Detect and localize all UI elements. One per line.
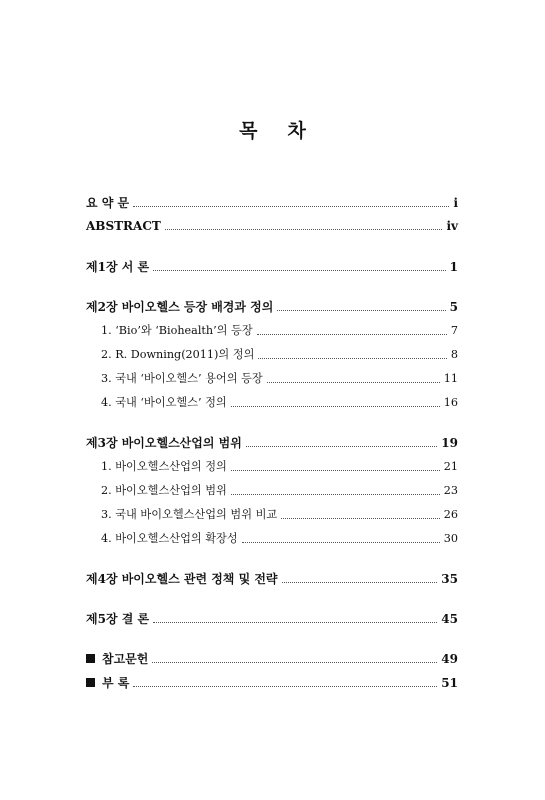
toc-entry-page: 35	[441, 572, 458, 586]
black-square-bullet-icon	[86, 654, 95, 663]
toc-entry-page: 19	[441, 436, 458, 450]
toc-entry-abstract[interactable]	[86, 214, 458, 234]
toc-entry-page: 30	[443, 532, 458, 545]
dot-leader	[153, 270, 446, 271]
dot-leader	[153, 622, 437, 623]
toc-entry-label: 3. 국내 ‘바이오헬스’ 용어의 등장	[101, 372, 263, 385]
dot-leader	[133, 686, 437, 687]
toc-entry-page: 23	[443, 484, 458, 497]
toc-entry-label: ABSTRACT	[86, 219, 161, 233]
toc-entry-label: 1. 바이오헬스산업의 정의	[101, 460, 227, 473]
dot-leader	[257, 334, 447, 335]
toc-entry-3-3[interactable]	[101, 503, 458, 523]
dot-leader	[281, 518, 440, 519]
toc-entry-3-1[interactable]	[101, 455, 458, 475]
toc-entry-label: 4. 국내 ‘바이오헬스’ 정의	[101, 396, 227, 409]
dot-leader	[133, 206, 449, 207]
toc-entry-chapter-2[interactable]	[86, 295, 458, 315]
toc-entry-page: 26	[443, 508, 458, 521]
dot-leader	[165, 229, 443, 230]
toc-entry-label-wrap	[86, 651, 148, 667]
toc-entry-page: 49	[441, 652, 458, 666]
black-square-bullet-icon	[86, 678, 95, 687]
title-left-char: 목	[239, 120, 258, 142]
toc-entry-references[interactable]	[86, 647, 458, 667]
toc-entry-label-wrap	[86, 675, 129, 691]
dot-leader	[246, 446, 437, 447]
dot-leader	[267, 382, 440, 383]
toc-entry-2-4[interactable]	[101, 391, 458, 411]
toc-entry-label: 참고문헌	[102, 652, 149, 666]
dot-leader	[231, 470, 440, 471]
toc-entry-label: 2. 바이오헬스산업의 범위	[101, 484, 227, 497]
toc-entry-summary[interactable]	[86, 191, 458, 211]
toc-entry-2-1[interactable]	[101, 319, 458, 339]
toc-entry-page: iv	[446, 219, 458, 233]
dot-leader	[231, 406, 440, 407]
toc-entry-label: 요 약 문	[86, 196, 130, 210]
dot-leader	[277, 310, 445, 311]
toc-entry-chapter-1[interactable]	[86, 255, 458, 275]
toc-entry-page: 7	[450, 324, 458, 337]
toc-entry-chapter-3[interactable]	[86, 431, 458, 451]
dot-leader	[231, 494, 440, 495]
toc-entry-label: 부 록	[102, 676, 130, 690]
dot-leader	[242, 542, 440, 543]
toc-entry-label: 3. 국내 바이오헬스산업의 범위 비교	[101, 508, 278, 521]
toc-entry-label: 1. ‘Bio’와 ‘Biohealth’의 등장	[101, 324, 253, 337]
toc-entry-label: 제1장 서 론	[86, 260, 150, 274]
toc-entry-page: 21	[443, 460, 458, 473]
toc-entry-page: 8	[450, 348, 458, 361]
toc-entry-chapter-4[interactable]	[86, 567, 458, 587]
toc-entry-3-2[interactable]	[101, 479, 458, 499]
toc-entry-label: 4. 바이오헬스산업의 확장성	[101, 532, 238, 545]
dot-leader	[282, 582, 438, 583]
toc-entry-page: i	[453, 196, 458, 210]
toc-entry-2-2[interactable]	[101, 343, 458, 363]
toc-entry-label: 제5장 결 론	[86, 612, 150, 626]
toc-entry-appendix[interactable]	[86, 671, 458, 691]
toc-entry-page: 11	[443, 372, 458, 385]
toc-entry-label: 제3장 바이오헬스산업의 범위	[86, 436, 242, 450]
toc-entry-label: 제2장 바이오헬스 등장 배경과 정의	[86, 300, 274, 314]
toc-entry-2-3[interactable]	[101, 367, 458, 387]
dot-leader	[152, 662, 437, 663]
toc-entry-page: 16	[443, 396, 458, 409]
toc-entry-label: 제4장 바이오헬스 관련 정책 및 전략	[86, 572, 278, 586]
dot-leader	[258, 358, 446, 359]
toc-entry-page: 45	[441, 612, 458, 626]
toc-entry-page: 5	[449, 300, 458, 314]
title-right-char: 차	[287, 120, 306, 142]
toc-entry-page: 51	[441, 676, 458, 690]
toc-entry-page: 1	[449, 260, 458, 274]
toc-entry-chapter-5[interactable]	[86, 607, 458, 627]
toc-entry-3-4[interactable]	[101, 527, 458, 547]
toc-entry-label: 2. R. Downing(2011)의 정의	[101, 348, 255, 361]
